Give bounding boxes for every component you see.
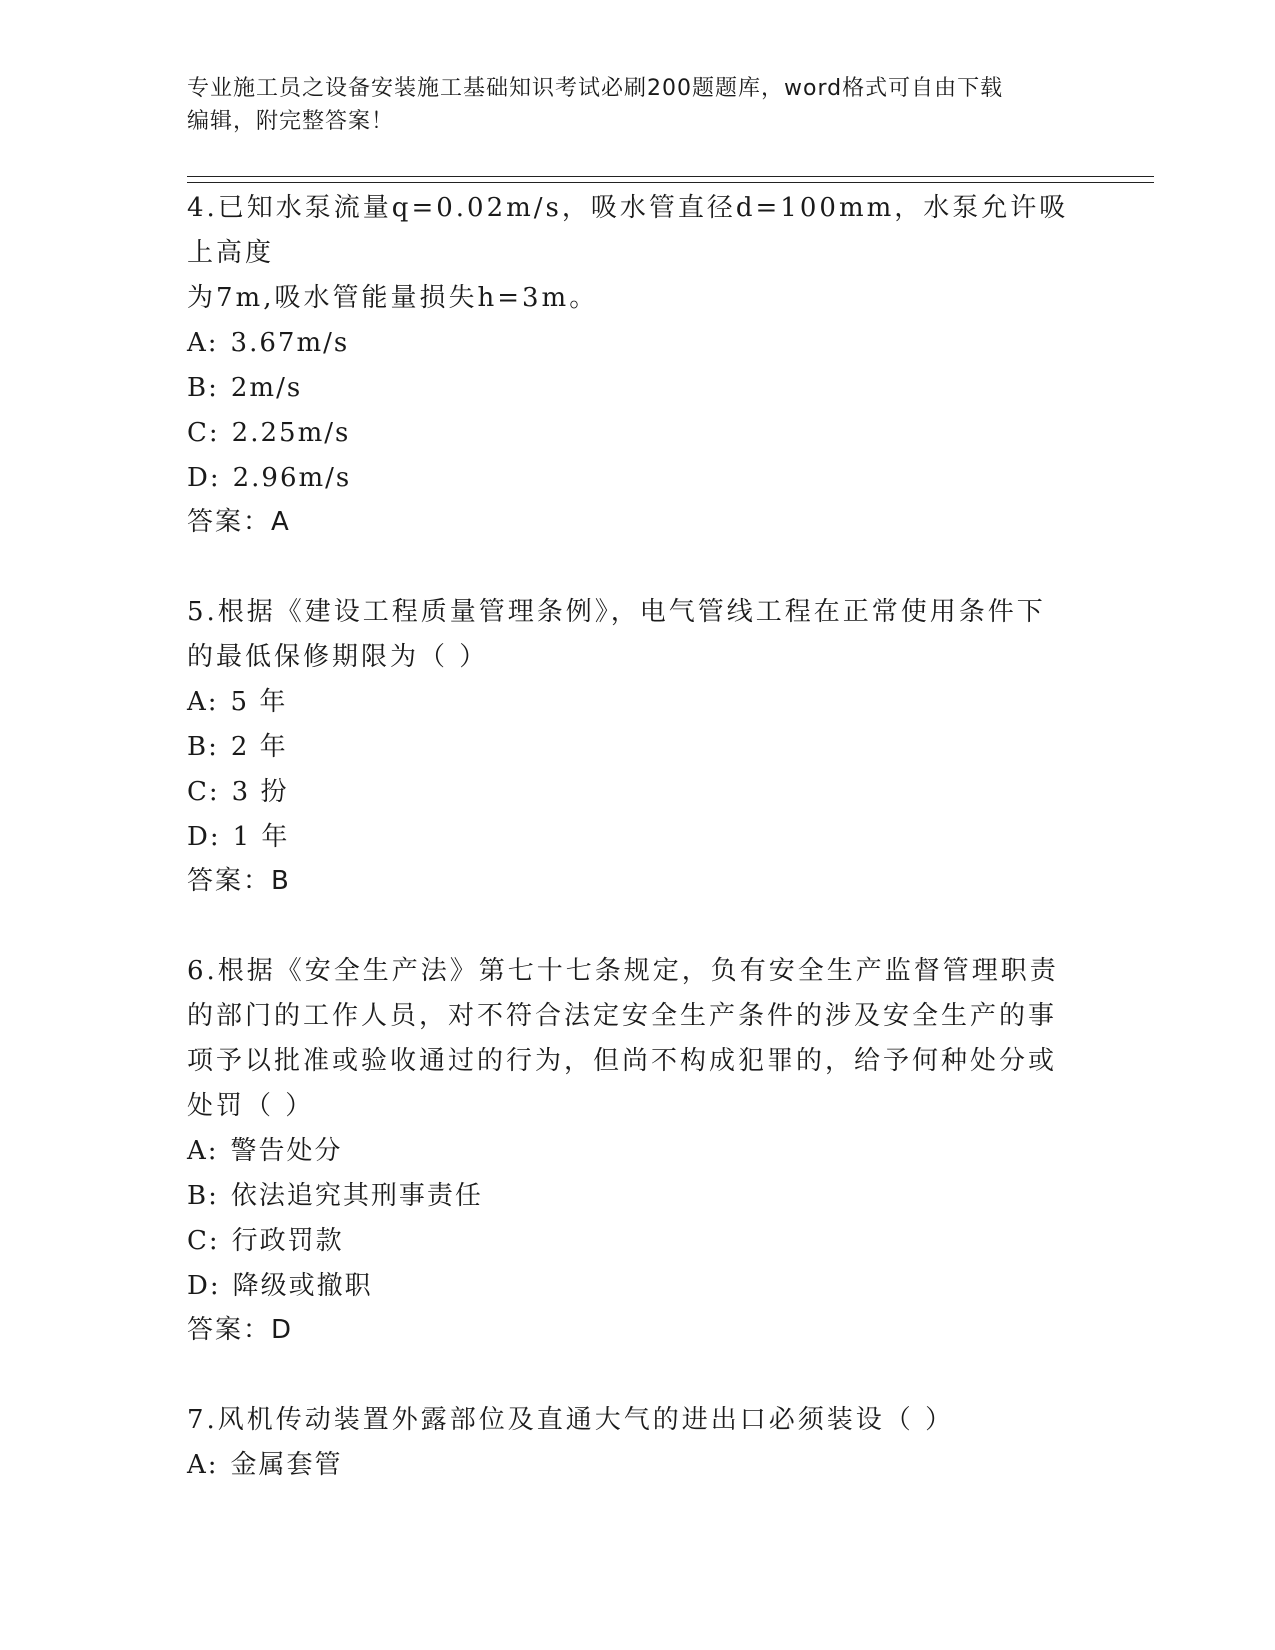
question-list (187, 186, 1087, 1535)
stem-line: 5.根据《建设工程质量管理条例》，电气管线工程在正常使用条件下 (187, 597, 1046, 627)
option-letter: D (187, 1271, 210, 1301)
option-c (187, 411, 1087, 456)
option-separator: : (207, 1136, 219, 1166)
option-text: 1 年 (232, 822, 290, 852)
stem-line: 4.已知水泵流量q=0.02m/s，吸水管直径d=100mm，水泵允许吸上高度 (187, 193, 1069, 268)
option-letter: A (187, 1136, 208, 1166)
option-b (187, 1174, 1087, 1219)
answer (187, 501, 1087, 543)
answer-label: 答案： (187, 1315, 272, 1345)
option-letter: A (187, 1450, 208, 1480)
option-text: 警告处分 (230, 1136, 343, 1166)
option-d (187, 815, 1087, 860)
question-5 (187, 590, 1087, 902)
option-separator: : (208, 418, 220, 448)
option-separator: : (209, 463, 221, 493)
question-4 (187, 186, 1087, 543)
option-separator: : (208, 373, 219, 403)
option-b (187, 366, 1087, 411)
option-separator: : (207, 328, 219, 358)
question-stem (187, 186, 1087, 321)
option-d (187, 1264, 1087, 1309)
answer-value: B (271, 866, 291, 896)
option-letter: C (187, 418, 209, 448)
stem-line: 为7m,吸水管能量损失h=3m。 (187, 283, 599, 313)
option-letter: B (187, 732, 209, 762)
option-separator: : (208, 777, 220, 807)
stem-line: 的最低保修期限为（ ） (187, 642, 489, 672)
option-separator: : (208, 1181, 219, 1211)
answer-value: A (271, 507, 291, 537)
option-a (187, 1129, 1087, 1174)
question-stem (187, 590, 1087, 680)
option-separator: : (207, 1450, 219, 1480)
option-letter: A (187, 328, 208, 358)
answer-label: 答案： (187, 866, 272, 896)
option-letter: A (187, 687, 208, 717)
option-separator: : (207, 687, 219, 717)
option-separator: : (209, 822, 221, 852)
question-stem (187, 1398, 1087, 1443)
option-text: 降级或撤职 (232, 1271, 373, 1301)
option-letter: D (187, 822, 210, 852)
option-separator: : (209, 1271, 221, 1301)
option-letter: D (187, 463, 210, 493)
answer-label: 答案： (187, 507, 272, 537)
option-text: 2m/s (230, 373, 303, 403)
option-c (187, 770, 1087, 815)
option-text: 3 扮 (231, 777, 289, 807)
option-text: 2.25m/s (231, 418, 351, 448)
question-stem (187, 949, 1087, 1129)
option-b (187, 725, 1087, 770)
header-divider-top (187, 176, 1154, 177)
option-text: 行政罚款 (231, 1226, 344, 1256)
header-divider-bottom (187, 182, 1154, 183)
option-letter: C (187, 777, 209, 807)
option-text: 2.96m/s (232, 463, 352, 493)
option-a (187, 680, 1087, 725)
document-header (187, 72, 1067, 138)
option-text: 金属套管 (230, 1450, 343, 1480)
option-a (187, 1443, 1087, 1488)
option-text: 3.67m/s (230, 328, 350, 358)
stem-line: 的部门的工作人员，对不符合法定安全生产条件的涉及安全生产的事 (187, 1001, 1058, 1031)
option-letter: C (187, 1226, 209, 1256)
answer (187, 1309, 1087, 1351)
option-separator: : (208, 732, 219, 762)
header-line-1: 专业施工员之设备安装施工基础知识考试必刷200题题库，word格式可自由下载 (187, 76, 1004, 101)
option-letter: B (187, 373, 209, 403)
question-6 (187, 949, 1087, 1351)
stem-line: 处罚（ ） (187, 1091, 315, 1121)
option-letter: B (187, 1181, 209, 1211)
answer (187, 860, 1087, 902)
option-a (187, 321, 1087, 366)
option-c (187, 1219, 1087, 1264)
header-line-2: 编辑，附完整答案！ (187, 109, 395, 134)
stem-line: 6.根据《安全生产法》第七十七条规定，负有安全生产监督管理职责 (187, 956, 1059, 986)
answer-value: D (271, 1315, 294, 1345)
option-d (187, 456, 1087, 501)
stem-line: 7.风机传动装置外露部位及直通大气的进出口必须装设（ ） (187, 1405, 955, 1435)
option-text: 2 年 (230, 732, 288, 762)
option-text: 5 年 (230, 687, 288, 717)
question-7 (187, 1398, 1087, 1488)
option-separator: : (208, 1226, 220, 1256)
stem-line: 项予以批准或验收通过的行为，但尚不构成犯罪的，给予何种处分或 (187, 1046, 1058, 1076)
option-text: 依法追究其刑事责任 (230, 1181, 483, 1211)
